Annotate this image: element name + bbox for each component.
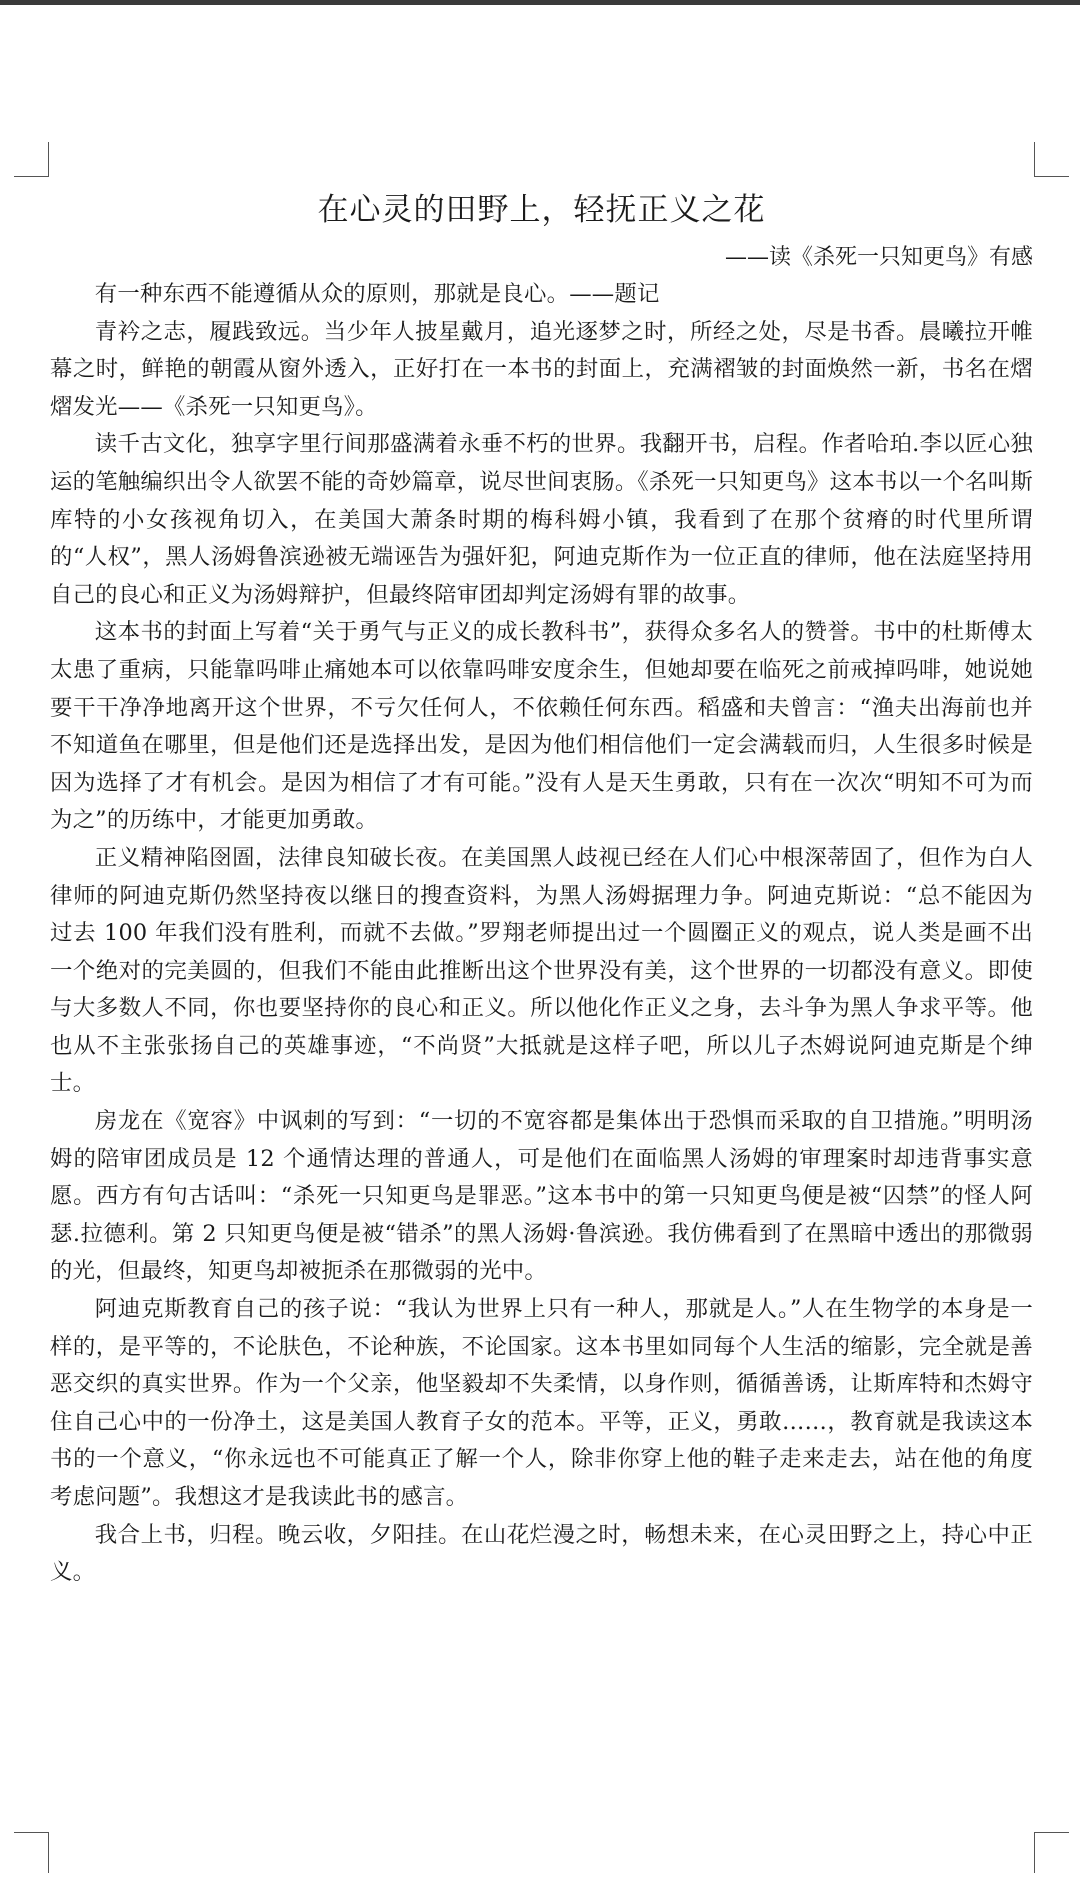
paragraph: 读千古文化，独享字里行间那盛满着永垂不朽的世界。我翻开书，启程。作者哈珀.李以匠心独运的笔触编织出令人欲罢不能的奇妙篇章，说尽世间衷肠。《杀死一只知更鸟》这本书以一个名叫斯库特的小女孩视角切入，在美国大萧条时期的梅科姆小镇，我看到了在那个贫瘠的时代里所谓的“人权”，黑人汤姆鲁滨逊被无端诬告为强奸犯，阿迪克斯作为一位正直的律师，他在法庭坚持用自己的良心和正义为汤姆辩护，但最终陪审团却判定汤姆有罪的故事。 bbox=[50, 431, 1033, 608]
top-border bbox=[0, 0, 1080, 5]
essay-title: 在心灵的田野上，轻抚正义之花 bbox=[317, 192, 766, 228]
crop-mark-bottom-right bbox=[1034, 1832, 1069, 1873]
paragraph: 正义精神陷囹圄，法律良知破长夜。在美国黑人歧视已经在人们心中根深蒂固了，但作为白人律师的阿迪克斯仍然坚持夜以继日的搜查资料，为黑人汤姆据理力争。阿迪克斯说：“总不能因为过去 100 年我们没有胜利，而就不去做。”罗翔老师提出过一个圆圈正义的观点，说人类是画不出一个绝对的完美圆的，但我们不能由此推断出这个世界没有美，这个世界的一切都没有意义。即使与大多数人不同，你也要坚持你的良心和正义。所以他化作正义之身，去斗争为黑人争求平等。他也从不主张张扬自己的英雄事迹，“不尚贤”大抵就是这样子吧，所以儿子杰姆说阿迪克斯是个绅士。 bbox=[50, 844, 1033, 1097]
crop-mark-top-left bbox=[14, 142, 49, 177]
epigraph: 有一种东西不能遵循从众的原则，那就是良心。——题记 bbox=[94, 281, 660, 307]
paragraph: 我合上书，归程。晚云收，夕阳挂。在山花烂漫之时，畅想未来，在心灵田野之上，持心中正义。 bbox=[50, 1521, 1033, 1586]
paragraph: 青衿之志，履践致远。当少年人披星戴月，追光逐梦之时，所经之处，尽是书香。晨曦拉开帷幕之时，鲜艳的朝霞从窗外透入，正好打在一本书的封面上，充满褶皱的封面焕然一新，书名在熠熠发光——《杀死一只知更鸟》。 bbox=[50, 318, 1033, 420]
crop-mark-top-right bbox=[1034, 142, 1069, 177]
document-page bbox=[50, 190, 1033, 1592]
crop-mark-bottom-left bbox=[14, 1832, 49, 1873]
paragraph: 这本书的封面上写着“关于勇气与正义的成长教科书”，获得众多名人的赞誉。书中的杜斯傅太太患了重病，只能靠吗啡止痛她本可以依靠吗啡安度余生，但她却要在临死之前戒掉吗啡，她说她要干干净净地离开这个世界，不亏欠任何人，不依赖任何东西。稻盛和夫曾言：“渔夫出海前也并不知道鱼在哪里，但是他们还是选择出发，是因为他们相信他们一定会满载而归，人生很多时候是因为选择了才有机会。是因为相信了才有可能。”没有人是天生勇敢，只有在一次次“明知不可为而为之”的历练中，才能更加勇敢。 bbox=[50, 619, 1033, 834]
essay-subtitle: ——读《杀死一只知更鸟》有感 bbox=[724, 245, 1033, 270]
paragraph: 房龙在《宽容》中讽刺的写到：“一切的不宽容都是集体出于恐惧而采取的自卫措施。”明明汤姆的陪审团成员是 12 个通情达理的普通人，可是他们在面临黑人汤姆的审理案时却违背事实意愿。西方有句古话叫：“杀死一只知更鸟是罪恶。”这本书中的第一只知更鸟便是被“囚禁”的怪人阿瑟.拉德利。第 2 只知更鸟便是被“错杀”的黑人汤姆·鲁滨逊。我仿佛看到了在黑暗中透出的那微弱的光，但最终，知更鸟却被扼杀在那微弱的光中。 bbox=[50, 1108, 1033, 1285]
paragraph: 阿迪克斯教育自己的孩子说：“我认为世界上只有一种人，那就是人。”人在生物学的本身是一样的，是平等的，不论肤色，不论种族，不论国家。这本书里如同每个人生活的缩影，完全就是善恶交织的真实世界。作为一个父亲，他坚毅却不失柔情，以身作则，循循善诱，让斯库特和杰姆守住自己心中的一份净土，这是美国人教育子女的范本。平等，正义，勇敢……，教育就是我读这本书的一个意义，“你永远也不可能真正了解一个人，除非你穿上他的鞋子走来走去，站在他的角度考虑问题”。我想这才是我读此书的感言。 bbox=[50, 1296, 1033, 1510]
